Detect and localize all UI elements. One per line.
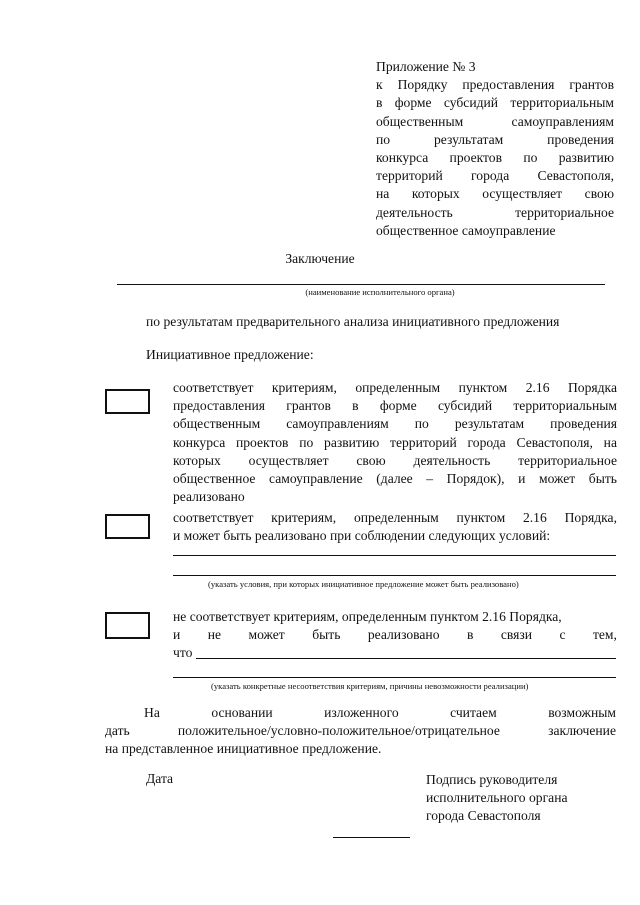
conclusion-line: дать положительное/условно-положительное/отрицательное заключение — [105, 723, 616, 739]
option3-word: может — [248, 627, 285, 643]
option1-line: общественным самоуправлениям по результатам проведения — [173, 416, 617, 432]
option1-line: конкурса проектов по развитию территорий города Севастополя, на — [173, 434, 617, 450]
signature-line: Подпись руководителя — [426, 772, 558, 787]
appendix-number: Приложение № 3 — [376, 59, 476, 74]
signature-line: города Севастополя — [426, 808, 541, 824]
option1-checkbox[interactable] — [105, 389, 150, 414]
option3-checkbox[interactable] — [105, 612, 150, 639]
option3-word: связи — [500, 627, 532, 643]
analysis-line: по результатам предварительного анализа инициативного предложения — [146, 314, 560, 329]
option3-word: и — [173, 627, 181, 643]
conclusion-paragraph — [105, 704, 616, 759]
option3-word: с — [559, 627, 566, 643]
option2-checkbox[interactable] — [105, 514, 150, 539]
option1-text — [173, 379, 617, 506]
appendix-line: общественным самоуправлениям — [376, 113, 614, 129]
option2-caption: (указать условия, при которых инициативное предложение может быть реализовано) — [208, 579, 519, 589]
option2-line: соответствует критериям, определенным пунктом 2.16 Порядка, — [173, 510, 617, 525]
initiative-label: Инициативное предложение: — [146, 347, 314, 362]
option3-word: быть — [312, 627, 341, 643]
option2-line: и может быть реализовано при соблюдении следующих условий: — [173, 528, 551, 544]
option3-caption: (указать конкретные несоответствия критериям, причины невозможности реализации) — [211, 681, 529, 691]
appendix-line: общественное самоуправление — [376, 222, 556, 238]
option3-reason-line[interactable] — [196, 658, 616, 659]
appendix-line: в форме субсидий территориальным — [376, 95, 614, 111]
appendix-line: по результатам проведения — [376, 131, 614, 147]
organ-caption: (наименование исполнительного органа) — [305, 287, 455, 297]
signature-block — [426, 771, 568, 826]
option2-conditions-line[interactable] — [173, 555, 616, 556]
option3-word: не — [207, 627, 222, 643]
option3-word: в — [466, 627, 474, 643]
option1-line: которых осуществляет свою деятельность территориальное — [173, 452, 617, 468]
option1-line: реализовано — [173, 489, 245, 505]
appendix-line: конкурса проектов по развитию — [376, 150, 614, 166]
organ-name-line — [117, 284, 605, 285]
conclusion-word: основании — [211, 705, 273, 720]
option3-word: реализовано — [367, 627, 440, 643]
option1-line: общественное самоуправление (далее – Порядок), и может быть — [173, 471, 617, 487]
option1-line: предоставления грантов в форме субсидий территориальным — [173, 398, 617, 414]
signature-line-blank[interactable] — [333, 837, 410, 838]
appendix-line: деятельность территориальное — [376, 204, 614, 220]
date-label: Дата — [146, 771, 174, 786]
document-title: Заключение — [285, 251, 355, 266]
signature-line: исполнительного органа — [426, 790, 568, 806]
option2-conditions-line[interactable] — [173, 575, 616, 576]
appendix-block — [376, 58, 614, 240]
option3-line: не соответствует критериям, определенным пунктом 2.16 Порядка, — [173, 609, 562, 624]
conclusion-line: на представленное инициативное предложение. — [105, 741, 382, 757]
appendix-line: территорий города Севастополя, — [376, 168, 614, 184]
option3-word: тем, — [592, 627, 617, 643]
option3-text — [173, 608, 617, 663]
option3-reason-line[interactable] — [173, 677, 616, 678]
option3-line: что — [173, 645, 193, 661]
conclusion-word: изложенного — [324, 705, 399, 720]
conclusion-line-spread — [105, 704, 616, 722]
option1-line: соответствует критериям, определенным пунктом 2.16 Порядка — [173, 380, 617, 395]
conclusion-word: На — [144, 705, 160, 720]
appendix-line: на которых осуществляет свою — [376, 186, 614, 202]
option3-line-spread — [173, 626, 617, 644]
appendix-line: к Порядку предоставления грантов — [376, 77, 614, 93]
conclusion-word: считаем — [450, 705, 497, 720]
conclusion-word: возможным — [548, 705, 616, 720]
option2-text — [173, 509, 617, 545]
